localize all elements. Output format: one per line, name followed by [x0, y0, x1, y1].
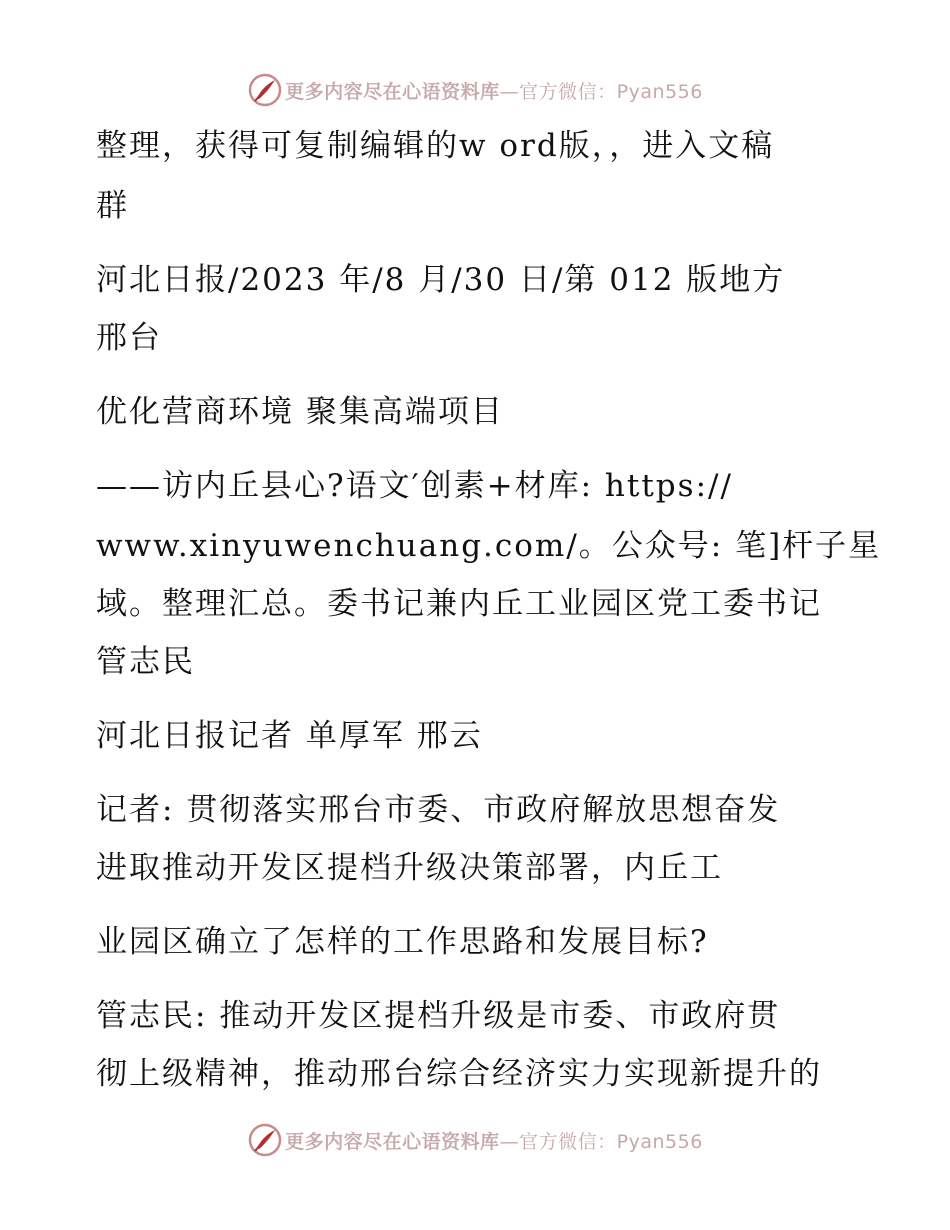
text-line: 整理，获得可复制编辑的w ord版，，进入文稿 — [96, 128, 775, 164]
text-line: 管志民 — [96, 644, 195, 680]
text-line: 河北日报记者 单厚军 邢云 — [96, 718, 483, 754]
text-line: 优化营商环境 聚集高端项目 — [96, 394, 504, 430]
text-line: 彻上级精神，推动邢台综合经济实力实现新提升的 — [96, 1056, 822, 1092]
feather-pen-logo-icon — [247, 1122, 283, 1158]
footer-watermark — [0, 1120, 950, 1160]
text-line: 邢台 — [96, 320, 162, 356]
text-line: 管志民: 推动开发区提档升级是市委、市政府贯 — [96, 998, 781, 1034]
text-line: 群 — [96, 188, 129, 224]
text-line: 记者: 贯彻落实邢台市委、市政府解放思想奋发 — [96, 792, 781, 828]
text-line: www.xinyuwenchuang.com/。公众号: 笔]杆子星 — [96, 528, 882, 564]
text-line: 进取推动开发区提档升级决策部署，内丘工 — [96, 850, 723, 886]
text-line: 业园区确立了怎样的工作思路和发展目标? — [96, 924, 709, 960]
watermark-contact: —官方微信：Pyan556 — [499, 80, 703, 103]
watermark-text — [285, 1127, 703, 1154]
watermark-main: 更多内容尽在心语资料库 — [285, 80, 500, 103]
watermark-contact: —官方微信：Pyan556 — [499, 1130, 703, 1153]
text-line: 河北日报/2023 年/8 月/30 日/第 012 版地方 — [96, 262, 786, 298]
text-line: ——访内丘县心?语文′创素+材库: https:// — [96, 468, 733, 504]
watermark-main: 更多内容尽在心语资料库 — [285, 1130, 500, 1153]
text-line: 域。整理汇总。委书记兼内丘工业园区党工委书记 — [96, 586, 822, 622]
